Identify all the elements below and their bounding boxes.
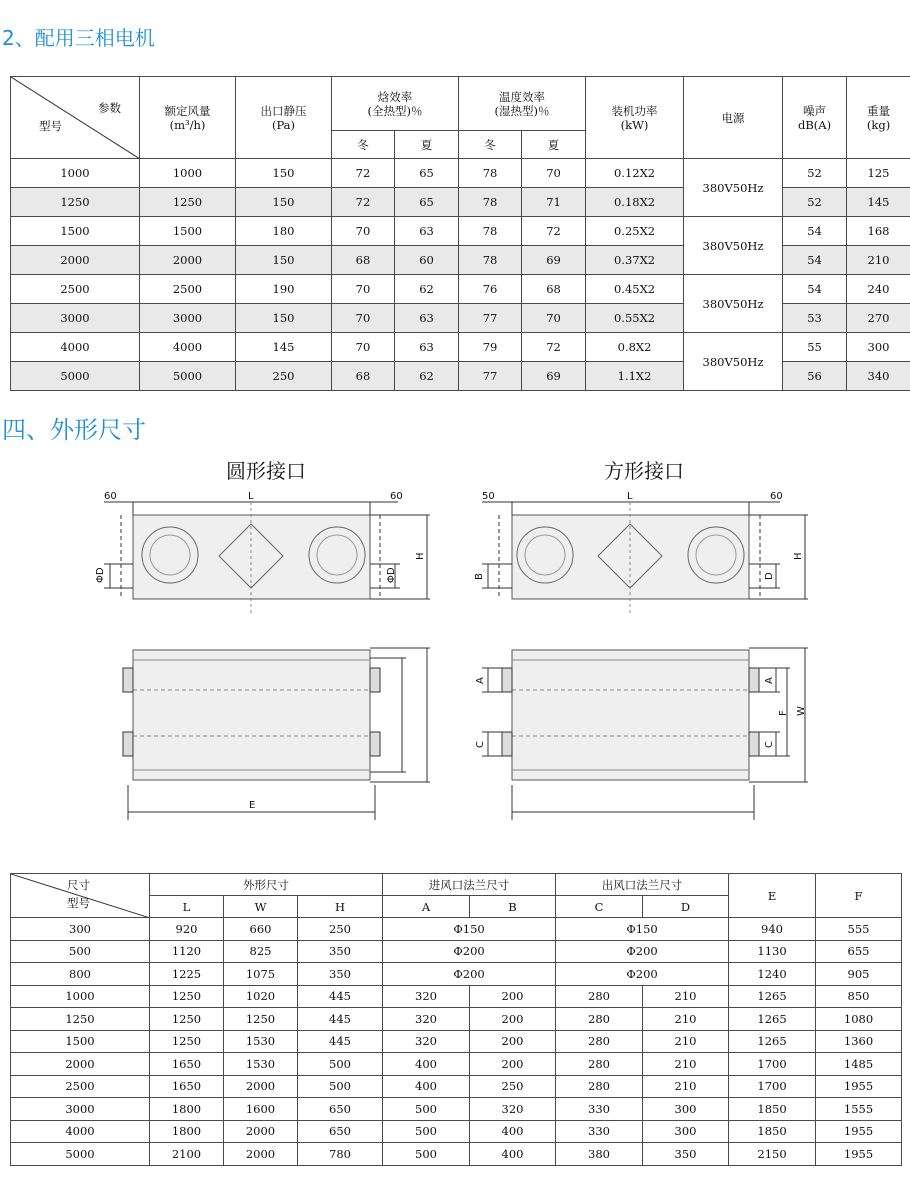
cell-f: 1955	[816, 1120, 902, 1143]
cell-model: 3000	[11, 304, 140, 333]
cell-noise: 55	[783, 333, 847, 362]
header-enthalpy-winter: 冬	[332, 131, 395, 159]
cell-w: 825	[224, 940, 298, 963]
cell-model: 5000	[11, 1143, 150, 1166]
cell-temp-summer: 69	[522, 246, 586, 275]
cell-f: 655	[816, 940, 902, 963]
cell-w: 1020	[224, 985, 298, 1008]
header-airflow: 额定风量 (m³/h)	[140, 77, 236, 159]
cell-model: 1250	[11, 1008, 150, 1031]
table-row	[11, 963, 902, 986]
cell-model: 1000	[11, 159, 140, 188]
cell-model: 1000	[11, 985, 150, 1008]
table-row	[11, 1120, 902, 1143]
cell-noise: 56	[783, 362, 847, 391]
cell-temp-summer: 70	[522, 159, 586, 188]
cell-supply: 380V50Hz	[684, 217, 783, 275]
cell-model: 1250	[11, 188, 140, 217]
cell-l: 1800	[150, 1098, 224, 1121]
cell-inlet: Φ200	[383, 963, 556, 986]
cell-airflow: 1500	[140, 217, 236, 246]
cell-model: 4000	[11, 333, 140, 362]
cell-l: 1250	[150, 1008, 224, 1031]
cell-e: 1265	[729, 985, 816, 1008]
cell-enthalpy-summer: 62	[395, 275, 459, 304]
cell-c: 330	[556, 1120, 643, 1143]
cell-weight: 125	[847, 159, 910, 188]
cell-w: 1075	[224, 963, 298, 986]
cell-pressure: 150	[236, 188, 332, 217]
cell-h: 500	[298, 1053, 383, 1076]
cell-l: 920	[150, 918, 224, 941]
t2-header-B: B	[470, 896, 556, 918]
round-dim-60-left: 60	[104, 491, 117, 502]
cell-f: 1080	[816, 1008, 902, 1031]
t2-header-outlet: 出风口法兰尺寸	[556, 874, 729, 896]
cell-enthalpy-summer: 60	[395, 246, 459, 275]
cell-h: 350	[298, 963, 383, 986]
cell-weight: 145	[847, 188, 910, 217]
cell-model: 4000	[11, 1120, 150, 1143]
cell-outlet: Φ200	[556, 940, 729, 963]
table-row	[11, 1008, 902, 1031]
cell-pressure: 150	[236, 304, 332, 333]
cell-w: 1530	[224, 1053, 298, 1076]
cell-b: 320	[470, 1098, 556, 1121]
round-top-view	[104, 502, 430, 615]
t2-header-C: C	[556, 896, 643, 918]
cell-c: 280	[556, 1030, 643, 1053]
cell-d: 210	[643, 1053, 729, 1076]
cell-w: 1250	[224, 1008, 298, 1031]
cell-power: 0.12X2	[586, 159, 684, 188]
section-title-dimensions: 四、外形尺寸	[2, 416, 146, 444]
cell-enthalpy-winter: 68	[332, 246, 395, 275]
header-temp-winter: 冬	[459, 131, 522, 159]
cell-c: 330	[556, 1098, 643, 1121]
cell-airflow: 5000	[140, 362, 236, 391]
cell-weight: 168	[847, 217, 910, 246]
cell-e: 1240	[729, 963, 816, 986]
table-row	[11, 333, 910, 362]
cell-enthalpy-summer: 62	[395, 362, 459, 391]
cell-l: 1225	[150, 963, 224, 986]
cell-model: 500	[11, 940, 150, 963]
cell-weight: 300	[847, 333, 910, 362]
cell-enthalpy-winter: 72	[332, 188, 395, 217]
cell-b: 250	[470, 1075, 556, 1098]
square-dim-C-right: C	[764, 741, 775, 748]
cell-w: 1600	[224, 1098, 298, 1121]
cell-airflow: 2000	[140, 246, 236, 275]
cell-e: 1850	[729, 1098, 816, 1121]
cell-l: 1650	[150, 1053, 224, 1076]
cell-d: 300	[643, 1098, 729, 1121]
square-dim-D: D	[764, 572, 775, 580]
cell-enthalpy-winter: 72	[332, 159, 395, 188]
cell-pressure: 190	[236, 275, 332, 304]
header-pressure: 出口静压 (Pa)	[236, 77, 332, 159]
cell-power: 1.1X2	[586, 362, 684, 391]
cell-noise: 53	[783, 304, 847, 333]
cell-h: 650	[298, 1120, 383, 1143]
cell-d: 210	[643, 1075, 729, 1098]
corner-label-param: 参数	[98, 101, 121, 115]
cell-supply: 380V50Hz	[684, 275, 783, 333]
cell-h: 445	[298, 1030, 383, 1053]
cell-l: 2100	[150, 1143, 224, 1166]
table-row	[11, 1098, 902, 1121]
t2-header-outer: 外形尺寸	[150, 874, 383, 896]
table-row	[11, 275, 910, 304]
cell-e: 2150	[729, 1143, 816, 1166]
cell-model: 3000	[11, 1098, 150, 1121]
round-side-view	[123, 648, 430, 820]
cell-temp-summer: 68	[522, 275, 586, 304]
t2-header-L: L	[150, 896, 224, 918]
cell-c: 280	[556, 1008, 643, 1031]
cell-a: 500	[383, 1143, 470, 1166]
t2-header-D: D	[643, 896, 729, 918]
cell-enthalpy-summer: 65	[395, 159, 459, 188]
cell-supply: 380V50Hz	[684, 159, 783, 217]
cell-d: 210	[643, 1008, 729, 1031]
table-row	[11, 940, 902, 963]
cell-a: 320	[383, 1008, 470, 1031]
t2-corner-label-model: 型号	[67, 896, 90, 910]
t2-header-W: W	[224, 896, 298, 918]
cell-l: 1250	[150, 1030, 224, 1053]
cell-a: 500	[383, 1120, 470, 1143]
cell-airflow: 3000	[140, 304, 236, 333]
cell-model: 300	[11, 918, 150, 941]
cell-c: 280	[556, 1053, 643, 1076]
cell-l: 1250	[150, 985, 224, 1008]
table-row	[11, 159, 910, 188]
cell-power: 0.18X2	[586, 188, 684, 217]
cell-pressure: 150	[236, 159, 332, 188]
cell-f: 555	[816, 918, 902, 941]
cell-h: 500	[298, 1075, 383, 1098]
corner-label-model: 型号	[39, 119, 62, 133]
cell-f: 1485	[816, 1053, 902, 1076]
dimension-table	[10, 873, 902, 1166]
cell-d: 210	[643, 985, 729, 1008]
cell-enthalpy-winter: 70	[332, 275, 395, 304]
header-temp-summer: 夏	[522, 131, 586, 159]
cell-model: 1500	[11, 217, 140, 246]
t2-header-H: H	[298, 896, 383, 918]
cell-f: 850	[816, 985, 902, 1008]
cell-power: 0.37X2	[586, 246, 684, 275]
cell-model: 2000	[11, 1053, 150, 1076]
square-dim-A: A	[475, 677, 486, 684]
t2-corner-cell	[11, 874, 150, 918]
header-temp-efficiency: 温度效率 (湿热型)％	[459, 77, 586, 131]
cell-c: 280	[556, 1075, 643, 1098]
cell-noise: 52	[783, 159, 847, 188]
cell-f: 1555	[816, 1098, 902, 1121]
diagonal-line	[11, 77, 140, 159]
cell-b: 200	[470, 1053, 556, 1076]
cell-f: 1955	[816, 1075, 902, 1098]
cell-f: 1360	[816, 1030, 902, 1053]
cell-model: 2500	[11, 275, 140, 304]
square-interface-title: 方形接口	[604, 459, 684, 483]
cell-model: 5000	[11, 362, 140, 391]
cell-enthalpy-winter: 70	[332, 304, 395, 333]
cell-weight: 210	[847, 246, 910, 275]
cell-enthalpy-winter: 70	[332, 333, 395, 362]
square-top-view	[482, 502, 808, 615]
dimension-drawings	[0, 440, 910, 860]
table-row	[11, 985, 902, 1008]
cell-enthalpy-summer: 63	[395, 333, 459, 362]
cell-temp-winter: 78	[459, 217, 522, 246]
square-dim-A-right: A	[764, 677, 775, 684]
square-dim-F: F	[778, 710, 789, 716]
table-row	[11, 918, 902, 941]
cell-model: 2500	[11, 1075, 150, 1098]
cell-power: 0.55X2	[586, 304, 684, 333]
cell-b: 200	[470, 1008, 556, 1031]
cell-temp-winter: 76	[459, 275, 522, 304]
cell-temp-summer: 71	[522, 188, 586, 217]
cell-b: 400	[470, 1120, 556, 1143]
square-dim-H: H	[793, 552, 804, 560]
cell-d: 300	[643, 1120, 729, 1143]
cell-l: 1120	[150, 940, 224, 963]
cell-noise: 54	[783, 246, 847, 275]
cell-noise: 52	[783, 188, 847, 217]
table-row	[11, 217, 910, 246]
cell-l: 1800	[150, 1120, 224, 1143]
cell-b: 400	[470, 1143, 556, 1166]
cell-e: 1700	[729, 1075, 816, 1098]
header-noise: 噪声 dB(A)	[783, 77, 847, 159]
header-supply: 电源	[684, 77, 783, 159]
cell-h: 445	[298, 1008, 383, 1031]
cell-h: 650	[298, 1098, 383, 1121]
square-side-view	[482, 648, 808, 820]
table-row	[11, 1053, 902, 1076]
cell-inlet: Φ150	[383, 918, 556, 941]
cell-model: 2000	[11, 246, 140, 275]
cell-temp-winter: 78	[459, 188, 522, 217]
cell-w: 2000	[224, 1143, 298, 1166]
square-dim-W: W	[796, 706, 807, 716]
cell-enthalpy-winter: 70	[332, 217, 395, 246]
cell-power: 0.8X2	[586, 333, 684, 362]
header-weight: 重量 (kg)	[847, 77, 910, 159]
cell-temp-summer: 72	[522, 333, 586, 362]
cell-a: 500	[383, 1098, 470, 1121]
t2-header-E: E	[729, 874, 816, 918]
cell-noise: 54	[783, 217, 847, 246]
cell-temp-winter: 78	[459, 159, 522, 188]
cell-a: 320	[383, 1030, 470, 1053]
cell-airflow: 1250	[140, 188, 236, 217]
cell-inlet: Φ200	[383, 940, 556, 963]
cell-enthalpy-summer: 65	[395, 188, 459, 217]
round-dim-phiD-right: ΦD	[386, 567, 397, 583]
cell-d: 210	[643, 1030, 729, 1053]
cell-h: 445	[298, 985, 383, 1008]
square-dim-L: L	[627, 491, 633, 502]
cell-airflow: 1000	[140, 159, 236, 188]
cell-temp-summer: 72	[522, 217, 586, 246]
cell-power: 0.45X2	[586, 275, 684, 304]
cell-weight: 270	[847, 304, 910, 333]
cell-power: 0.25X2	[586, 217, 684, 246]
round-dim-L: L	[248, 491, 254, 502]
cell-l: 1650	[150, 1075, 224, 1098]
cell-w: 2000	[224, 1120, 298, 1143]
t2-header-A: A	[383, 896, 470, 918]
cell-noise: 54	[783, 275, 847, 304]
cell-h: 350	[298, 940, 383, 963]
table-row	[11, 1143, 902, 1166]
cell-temp-winter: 77	[459, 362, 522, 391]
cell-c: 380	[556, 1143, 643, 1166]
round-dim-60-right: 60	[390, 491, 403, 502]
cell-a: 400	[383, 1053, 470, 1076]
motor-spec-table	[10, 76, 910, 391]
cell-c: 280	[556, 985, 643, 1008]
cell-b: 200	[470, 985, 556, 1008]
cell-pressure: 180	[236, 217, 332, 246]
cell-outlet: Φ200	[556, 963, 729, 986]
cell-airflow: 4000	[140, 333, 236, 362]
header-enthalpy: 焓效率 (全热型)％	[332, 77, 459, 131]
cell-w: 2000	[224, 1075, 298, 1098]
square-dim-C-left: C	[475, 741, 486, 748]
table-row	[11, 1075, 902, 1098]
cell-b: 200	[470, 1030, 556, 1053]
table-row	[11, 1030, 902, 1053]
cell-temp-summer: 70	[522, 304, 586, 333]
cell-e: 1850	[729, 1120, 816, 1143]
round-dim-phiD-left: ΦD	[95, 567, 106, 583]
square-dim-50: 50	[482, 491, 495, 502]
cell-weight: 240	[847, 275, 910, 304]
cell-temp-winter: 78	[459, 246, 522, 275]
cell-temp-winter: 79	[459, 333, 522, 362]
t2-header-F: F	[816, 874, 902, 918]
cell-pressure: 145	[236, 333, 332, 362]
cell-weight: 340	[847, 362, 910, 391]
cell-h: 250	[298, 918, 383, 941]
cell-e: 1700	[729, 1053, 816, 1076]
t2-header-inlet: 进风口法兰尺寸	[383, 874, 556, 896]
cell-e: 940	[729, 918, 816, 941]
cell-f: 1955	[816, 1143, 902, 1166]
square-dim-B: B	[474, 573, 485, 580]
cell-e: 1265	[729, 1030, 816, 1053]
cell-temp-winter: 77	[459, 304, 522, 333]
round-interface-title: 圆形接口	[226, 459, 306, 483]
cell-e: 1265	[729, 1008, 816, 1031]
round-dim-E: E	[249, 800, 256, 811]
round-dim-H: H	[415, 552, 426, 560]
cell-temp-summer: 69	[522, 362, 586, 391]
cell-w: 1530	[224, 1030, 298, 1053]
cell-pressure: 150	[236, 246, 332, 275]
corner-header-cell	[11, 77, 140, 159]
square-dim-60: 60	[770, 491, 783, 502]
cell-enthalpy-winter: 68	[332, 362, 395, 391]
cell-model: 1500	[11, 1030, 150, 1053]
t2-corner-label-size: 尺寸	[67, 878, 90, 892]
header-enthalpy-summer: 夏	[395, 131, 459, 159]
cell-a: 400	[383, 1075, 470, 1098]
cell-airflow: 2500	[140, 275, 236, 304]
cell-model: 800	[11, 963, 150, 986]
cell-supply: 380V50Hz	[684, 333, 783, 391]
cell-a: 320	[383, 985, 470, 1008]
cell-enthalpy-summer: 63	[395, 217, 459, 246]
cell-pressure: 250	[236, 362, 332, 391]
cell-outlet: Φ150	[556, 918, 729, 941]
section-title-motor: 2、配用三相电机	[2, 26, 155, 50]
cell-w: 660	[224, 918, 298, 941]
cell-f: 905	[816, 963, 902, 986]
header-power: 装机功率 (kW)	[586, 77, 684, 159]
cell-enthalpy-summer: 63	[395, 304, 459, 333]
cell-h: 780	[298, 1143, 383, 1166]
cell-d: 350	[643, 1143, 729, 1166]
cell-e: 1130	[729, 940, 816, 963]
